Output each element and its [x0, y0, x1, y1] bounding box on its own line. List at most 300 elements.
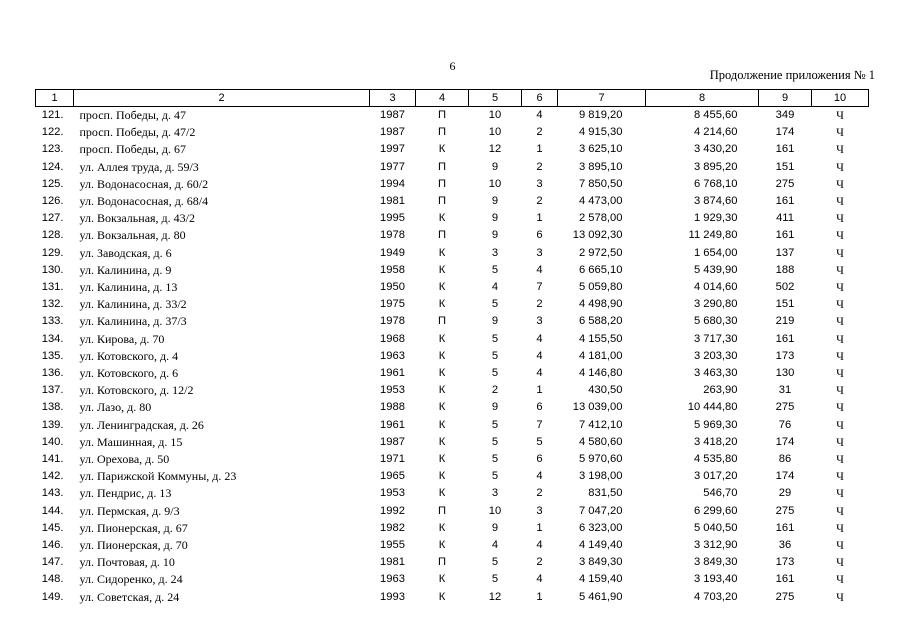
build-year-cell: 1950	[380, 281, 405, 294]
floors-cell: 5	[491, 435, 499, 448]
table-row	[36, 571, 869, 588]
build-year-cell: 1982	[380, 521, 405, 534]
address-cell: ул. Калинина, д. 37/3	[79, 314, 187, 329]
column-header-1: 1	[36, 90, 74, 107]
residents-cell: 349	[775, 109, 795, 121]
living-area-cell: 3 290,80	[693, 298, 738, 311]
total-area-cell: 9 819,20	[578, 109, 623, 121]
total-area-cell: 4 580,60	[578, 435, 623, 448]
row-number-cell: 145.	[41, 521, 64, 534]
residents-cell: 188	[775, 263, 795, 276]
floors-cell: 5	[491, 367, 499, 380]
entrances-cell: 6	[536, 401, 543, 414]
build-year-cell: 1977	[380, 160, 405, 173]
category-cell: Ч	[836, 486, 844, 501]
total-area-cell: 3 198,00	[578, 470, 623, 483]
build-year-cell: 1994	[380, 177, 405, 190]
wall-material-cell: П	[437, 160, 447, 173]
column-header-10: 10	[812, 90, 869, 107]
wall-material-cell: К	[438, 263, 446, 276]
living-area-cell: 5 040,50	[693, 521, 738, 534]
table-row	[36, 331, 869, 348]
total-area-cell: 3 849,30	[578, 556, 623, 569]
entrances-cell: 1	[536, 143, 543, 156]
table-row	[36, 554, 869, 571]
build-year-cell: 1975	[380, 298, 405, 311]
wall-material-cell: К	[438, 298, 446, 311]
table-row	[36, 434, 869, 451]
total-area-cell: 5 059,80	[578, 281, 623, 294]
table-row	[36, 210, 869, 227]
row-number-cell: 139.	[41, 418, 64, 431]
table-row	[36, 193, 869, 210]
wall-material-cell: П	[437, 504, 447, 517]
build-year-cell: 1987	[380, 126, 405, 139]
total-area-cell: 4 915,30	[578, 126, 623, 139]
page-number: 6	[449, 59, 456, 73]
total-area-cell: 4 149,40	[578, 539, 623, 552]
table-body	[36, 107, 869, 606]
residents-cell: 174	[775, 470, 795, 483]
wall-material-cell: К	[438, 590, 446, 603]
address-cell: просп. Победы, д. 67	[79, 142, 187, 157]
entrances-cell: 4	[536, 332, 543, 345]
entrances-cell: 6	[536, 229, 543, 242]
category-cell: Ч	[836, 211, 844, 226]
row-number-cell: 121.	[41, 109, 64, 121]
build-year-cell: 1961	[380, 367, 405, 380]
floors-cell: 9	[491, 212, 499, 225]
floors-cell: 5	[491, 573, 499, 586]
table-row	[36, 451, 869, 468]
category-cell: Ч	[836, 452, 844, 467]
address-cell: ул. Машинная, д. 15	[79, 434, 183, 449]
residents-cell: 161	[775, 143, 795, 156]
living-area-cell: 5 969,30	[693, 418, 738, 431]
floors-cell: 9	[491, 315, 499, 328]
entrances-cell: 2	[536, 160, 543, 173]
table-row	[36, 468, 869, 485]
total-area-cell: 831,50	[588, 487, 623, 500]
row-number-cell: 146.	[41, 539, 64, 552]
build-year-cell: 1995	[380, 212, 405, 225]
wall-material-cell: К	[438, 281, 446, 294]
build-year-cell: 1953	[380, 487, 405, 500]
entrances-cell: 4	[536, 539, 543, 552]
category-cell: Ч	[836, 125, 844, 140]
floors-cell: 5	[491, 556, 499, 569]
wall-material-cell: К	[438, 470, 446, 483]
living-area-cell: 11 249,80	[688, 229, 738, 242]
appendix-continuation-label: Продолжение приложения № 1	[709, 68, 875, 82]
floors-cell: 9	[491, 401, 499, 414]
floors-cell: 5	[491, 332, 499, 345]
wall-material-cell: П	[437, 229, 447, 242]
table-row	[36, 382, 869, 399]
category-cell: Ч	[836, 503, 844, 518]
wall-material-cell: К	[438, 401, 446, 414]
living-area-cell: 5 680,30	[693, 315, 738, 328]
floors-cell: 2	[491, 384, 499, 397]
living-area-cell: 8 455,60	[693, 109, 738, 121]
living-area-cell: 4 703,20	[693, 590, 738, 603]
residents-cell: 173	[775, 556, 795, 569]
floors-cell: 3	[491, 246, 499, 259]
address-cell: ул. Калинина, д. 9	[79, 262, 172, 277]
row-number-cell: 130.	[41, 263, 64, 276]
row-number-cell: 122.	[41, 126, 64, 139]
living-area-cell: 546,70	[703, 487, 738, 500]
category-cell: Ч	[836, 176, 844, 191]
floors-cell: 12	[488, 590, 502, 603]
wall-material-cell: К	[438, 453, 446, 466]
table-row	[36, 537, 869, 554]
category-cell: Ч	[836, 228, 844, 243]
entrances-cell: 4	[536, 470, 543, 483]
total-area-cell: 6 323,00	[578, 521, 623, 534]
residents-cell: 275	[775, 401, 795, 414]
build-year-cell: 1978	[380, 229, 405, 242]
address-cell: ул. Котовского, д. 4	[79, 348, 179, 363]
living-area-cell: 4 214,60	[693, 126, 738, 139]
table-row	[36, 107, 869, 125]
floors-cell: 5	[491, 298, 499, 311]
category-cell: Ч	[836, 159, 844, 174]
wall-material-cell: П	[437, 177, 447, 190]
living-area-cell: 3 193,40	[693, 573, 738, 586]
residents-cell: 174	[775, 435, 795, 448]
table-row	[36, 503, 869, 520]
living-area-cell: 6 768,10	[693, 177, 738, 190]
build-year-cell: 1987	[380, 109, 405, 121]
total-area-cell: 13 092,30	[572, 229, 623, 242]
residents-cell: 86	[778, 453, 792, 466]
build-year-cell: 1955	[380, 539, 405, 552]
build-year-cell: 1992	[380, 504, 405, 517]
address-cell: ул. Калинина, д. 33/2	[79, 297, 187, 312]
build-year-cell: 1978	[380, 315, 405, 328]
living-area-cell: 10 444,80	[687, 401, 738, 414]
wall-material-cell: П	[437, 195, 447, 208]
residents-cell: 174	[775, 126, 795, 139]
total-area-cell: 5 461,90	[578, 590, 623, 603]
entrances-cell: 7	[536, 281, 543, 294]
floors-cell: 9	[491, 195, 499, 208]
address-cell: ул. Водонасосная, д. 60/2	[79, 176, 209, 191]
residents-cell: 275	[775, 504, 795, 517]
row-number-cell: 149.	[41, 590, 64, 603]
residents-cell: 31	[778, 384, 792, 397]
floors-cell: 12	[488, 143, 502, 156]
category-cell: Ч	[836, 262, 844, 277]
total-area-cell: 3 625,10	[578, 143, 623, 156]
entrances-cell: 4	[536, 573, 543, 586]
floors-cell: 10	[488, 504, 502, 517]
floors-cell: 4	[491, 539, 499, 552]
build-year-cell: 1963	[380, 573, 405, 586]
residents-cell: 161	[775, 229, 795, 242]
buildings-table	[35, 89, 869, 606]
column-header-7: 7	[558, 90, 646, 107]
living-area-cell: 4 014,60	[693, 281, 738, 294]
total-area-cell: 4 181,00	[578, 349, 623, 362]
entrances-cell: 3	[536, 504, 543, 517]
entrances-cell: 4	[536, 349, 543, 362]
table-row	[36, 348, 869, 365]
wall-material-cell: К	[438, 212, 446, 225]
living-area-cell: 3 895,20	[693, 160, 738, 173]
build-year-cell: 1949	[380, 246, 405, 259]
category-cell: Ч	[836, 108, 844, 122]
table-row	[36, 245, 869, 262]
living-area-cell: 3 312,90	[693, 539, 738, 552]
row-number-cell: 125.	[41, 177, 64, 190]
entrances-cell: 4	[536, 263, 543, 276]
row-number-cell: 144.	[41, 504, 64, 517]
address-cell: ул. Вокзальная, д. 80	[79, 228, 186, 243]
living-area-cell: 3 874,60	[693, 195, 738, 208]
total-area-cell: 430,50	[588, 384, 623, 397]
column-header-9: 9	[759, 90, 812, 107]
row-number-cell: 129.	[41, 246, 64, 259]
residents-cell: 411	[776, 212, 794, 225]
build-year-cell: 1961	[380, 418, 405, 431]
wall-material-cell: К	[438, 487, 446, 500]
category-cell: Ч	[836, 245, 844, 260]
residents-cell: 36	[778, 539, 792, 552]
wall-material-cell: К	[438, 332, 446, 345]
total-area-cell: 4 146,80	[578, 367, 623, 380]
category-cell: Ч	[836, 348, 844, 363]
floors-cell: 5	[491, 470, 499, 483]
address-cell: ул. Кирова, д. 70	[79, 331, 165, 346]
category-cell: Ч	[836, 572, 844, 587]
entrances-cell: 2	[536, 556, 543, 569]
total-area-cell: 6 665,10	[578, 263, 623, 276]
entrances-cell: 1	[536, 590, 543, 603]
living-area-cell: 3 017,20	[693, 470, 738, 483]
category-cell: Ч	[836, 400, 844, 415]
address-cell: ул. Аллея труда, д. 59/3	[79, 159, 199, 174]
floors-cell: 3	[491, 487, 499, 500]
residents-cell: 161	[775, 521, 795, 534]
table-row	[36, 417, 869, 434]
build-year-cell: 1997	[380, 143, 405, 156]
table-row	[36, 520, 869, 537]
table-row	[36, 262, 869, 279]
address-cell: ул. Сидоренко, д. 24	[79, 572, 183, 587]
total-area-cell: 6 588,20	[578, 315, 623, 328]
category-cell: Ч	[836, 520, 844, 535]
build-year-cell: 1968	[380, 332, 405, 345]
total-area-cell: 3 895,10	[578, 160, 623, 173]
address-cell: ул. Водонасосная, д. 68/4	[79, 194, 209, 209]
residents-cell: 275	[775, 590, 795, 603]
build-year-cell: 1953	[380, 384, 405, 397]
living-area-cell: 5 439,90	[693, 263, 738, 276]
entrances-cell: 6	[536, 453, 543, 466]
wall-material-cell: П	[437, 556, 447, 569]
entrances-cell: 2	[536, 298, 543, 311]
wall-material-cell: К	[438, 418, 446, 431]
living-area-cell: 3 463,30	[693, 367, 738, 380]
residents-cell: 502	[775, 281, 795, 294]
floors-cell: 5	[491, 263, 499, 276]
residents-cell: 29	[778, 487, 792, 500]
residents-cell: 151	[775, 298, 795, 311]
total-area-cell: 5 970,60	[578, 453, 623, 466]
residents-cell: 130	[775, 367, 795, 380]
column-header-8: 8	[646, 90, 759, 107]
entrances-cell: 1	[536, 521, 543, 534]
row-number-cell: 147.	[41, 556, 64, 569]
build-year-cell: 1987	[380, 435, 405, 448]
build-year-cell: 1958	[380, 263, 405, 276]
table-row	[36, 279, 869, 296]
total-area-cell: 7 412,10	[578, 418, 623, 431]
living-area-cell: 3 418,20	[693, 435, 738, 448]
wall-material-cell: К	[438, 349, 446, 362]
category-cell: Ч	[836, 383, 844, 398]
wall-material-cell: К	[438, 367, 446, 380]
row-number-cell: 133.	[41, 315, 64, 328]
row-number-cell: 137.	[41, 384, 64, 397]
wall-material-cell: К	[438, 384, 446, 397]
floors-cell: 5	[491, 349, 499, 362]
residents-cell: 151	[775, 160, 795, 173]
row-number-cell: 141.	[41, 453, 64, 466]
table-row	[36, 176, 869, 193]
row-number-cell: 134.	[41, 332, 64, 345]
category-cell: Ч	[836, 469, 844, 484]
floors-cell: 5	[491, 453, 499, 466]
entrances-cell: 4	[536, 109, 543, 121]
build-year-cell: 1963	[380, 349, 405, 362]
row-number-cell: 143.	[41, 487, 64, 500]
build-year-cell: 1981	[380, 556, 405, 569]
table-row	[36, 159, 869, 176]
floors-cell: 4	[491, 281, 499, 294]
entrances-cell: 3	[536, 315, 543, 328]
table-row	[36, 399, 869, 416]
living-area-cell: 263,90	[703, 384, 738, 397]
build-year-cell: 1981	[380, 195, 405, 208]
wall-material-cell: П	[437, 126, 447, 139]
wall-material-cell: К	[438, 539, 446, 552]
address-cell: ул. Советская, д. 24	[79, 589, 180, 604]
total-area-cell: 2 972,50	[578, 246, 623, 259]
total-area-cell: 7 047,20	[578, 504, 623, 517]
residents-cell: 76	[778, 418, 792, 431]
wall-material-cell: К	[438, 435, 446, 448]
wall-material-cell: П	[437, 315, 447, 328]
category-cell: Ч	[836, 331, 844, 346]
row-number-cell: 138.	[41, 401, 64, 414]
address-cell: ул. Лазо, д. 80	[79, 400, 152, 415]
total-area-cell: 2 578,00	[578, 212, 623, 225]
column-header-5: 5	[469, 90, 522, 107]
address-cell: ул. Пендрис, д. 13	[79, 486, 172, 501]
floors-cell: 5	[491, 418, 499, 431]
table-row	[36, 485, 869, 502]
floors-cell: 9	[491, 521, 499, 534]
row-number-cell: 148.	[41, 573, 64, 586]
wall-material-cell: К	[438, 143, 446, 156]
category-cell: Ч	[836, 297, 844, 312]
entrances-cell: 3	[536, 177, 543, 190]
table-row	[36, 227, 869, 244]
address-cell: ул. Котовского, д. 6	[79, 366, 179, 381]
address-cell: ул. Парижской Коммуны, д. 23	[79, 469, 237, 484]
address-cell: ул. Пермская, д. 9/3	[79, 503, 180, 518]
entrances-cell: 2	[536, 195, 543, 208]
address-cell: ул. Пионерская, д. 70	[79, 538, 188, 553]
floors-cell: 9	[491, 229, 499, 242]
row-number-cell: 126.	[41, 195, 64, 208]
entrances-cell: 2	[536, 126, 543, 139]
entrances-cell: 1	[536, 384, 543, 397]
living-area-cell: 1 929,30	[693, 212, 738, 225]
column-header-3: 3	[370, 90, 416, 107]
row-number-cell: 131.	[41, 281, 64, 294]
wall-material-cell: К	[438, 521, 446, 534]
entrances-cell: 7	[536, 418, 543, 431]
build-year-cell: 1965	[380, 470, 405, 483]
address-cell: ул. Вокзальная, д. 43/2	[79, 211, 195, 226]
address-cell: ул. Орехова, д. 50	[79, 452, 170, 467]
residents-cell: 161	[775, 573, 795, 586]
table-row	[36, 365, 869, 382]
entrances-cell: 5	[536, 435, 543, 448]
table-row	[36, 141, 869, 158]
row-number-cell: 135.	[41, 349, 64, 362]
wall-material-cell: П	[437, 109, 447, 121]
build-year-cell: 1971	[380, 453, 405, 466]
total-area-cell: 7 850,50	[578, 177, 623, 190]
address-cell: ул. Почтовая, д. 10	[79, 555, 175, 570]
floors-cell: 10	[488, 126, 502, 139]
category-cell: Ч	[836, 142, 844, 157]
living-area-cell: 1 654,00	[693, 246, 738, 259]
total-area-cell: 4 155,50	[578, 332, 623, 345]
living-area-cell: 3 430,20	[693, 143, 738, 156]
address-cell: ул. Калинина, д. 13	[79, 280, 178, 295]
category-cell: Ч	[836, 280, 844, 295]
category-cell: Ч	[836, 555, 844, 570]
address-cell: ул. Заводская, д. 6	[79, 245, 172, 260]
category-cell: Ч	[836, 366, 844, 381]
residents-cell: 275	[775, 177, 795, 190]
address-cell: ул. Котовского, д. 12/2	[79, 383, 194, 398]
floors-cell: 9	[491, 160, 499, 173]
category-cell: Ч	[836, 417, 844, 432]
category-cell: Ч	[836, 538, 844, 553]
total-area-cell: 4 473,00	[578, 195, 623, 208]
total-area-cell: 4 498,90	[578, 298, 623, 311]
category-cell: Ч	[836, 194, 844, 209]
build-year-cell: 1988	[380, 401, 405, 414]
table-row	[36, 589, 869, 606]
living-area-cell: 3 849,30	[693, 556, 738, 569]
column-number-header-row	[36, 90, 869, 107]
table-row	[36, 313, 869, 330]
residents-cell: 219	[775, 315, 795, 328]
address-cell: ул. Ленинградская, д. 26	[79, 417, 204, 432]
address-cell: ул. Пионерская, д. 67	[79, 520, 188, 535]
table-row	[36, 296, 869, 313]
residents-cell: 161	[775, 195, 795, 208]
entrances-cell: 3	[536, 246, 543, 259]
